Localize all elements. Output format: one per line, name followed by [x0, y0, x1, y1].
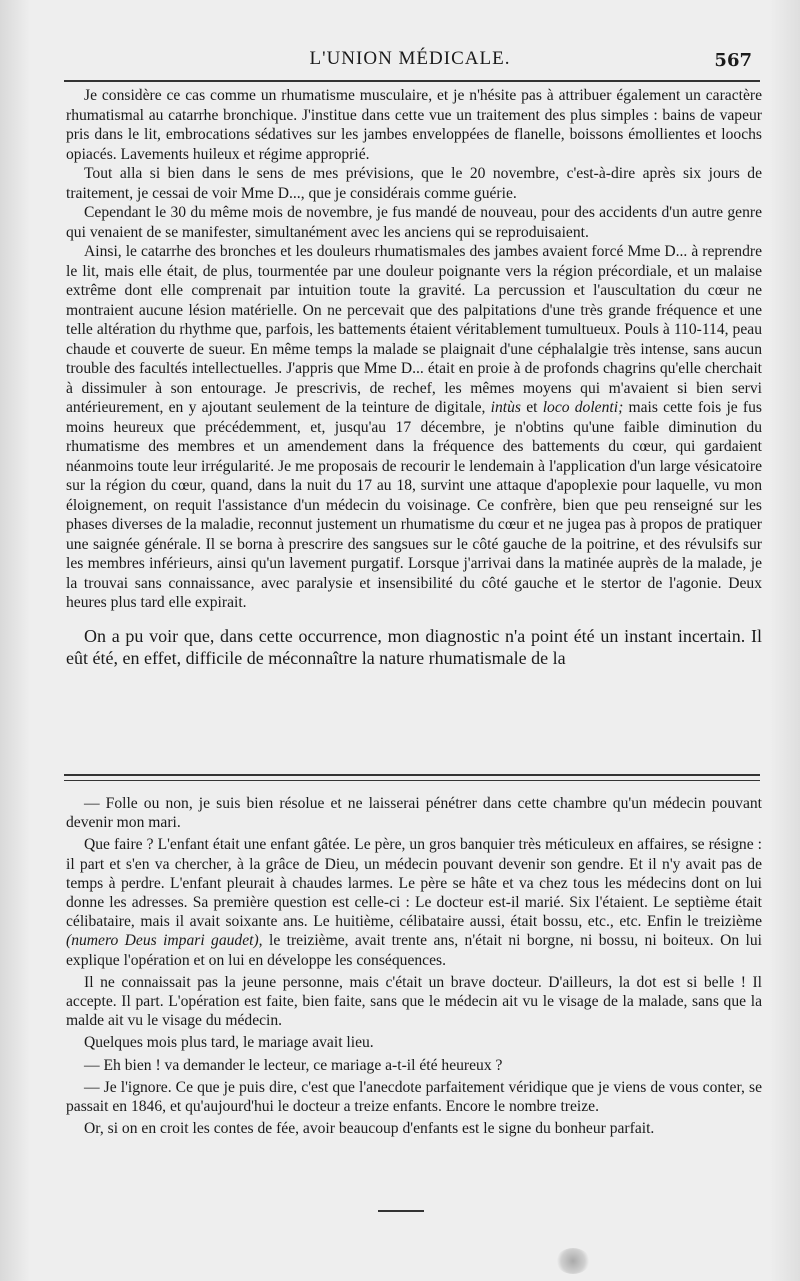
paragraph: — Je l'ignore. Ce que je puis dire, c'est que l'anecdote parfaitement véridique que je viens de vous conter, se passait en 1846, et qu'aujourd'hui le docteur a treize enfants. Encore le nombre treize.: [66, 1078, 762, 1116]
paragraph: — Folle ou non, je suis bien résolue et ne laisserai pénétrer dans cette chambre qu'un médecin pouvant devenir mon mari.: [66, 795, 762, 832]
paragraph: Il ne connaissait pas la jeune personne, mais c'était un brave docteur. D'ailleurs, la dot est si belle ! Il accepte. Il part. L'opération est faite, bien faite, sans que le médecin ait vu le visage de la malade, sans que la malde ait vu le visage du médecin.: [66, 973, 762, 1030]
feuilleton-separator: [64, 774, 760, 781]
paragraph: [66, 242, 762, 613]
header-rule: [64, 80, 760, 82]
paragraph-large: On a pu voir que, dans cette occurrence, mon diagnostic n'a point été un instant incertain. Il eût été, en effet, difficile de méconnaître la nature rhumatismale de la: [66, 625, 762, 668]
paragraph-text: mais cette fois je fus moins heureux que précédemment, et, jusqu'au 17 décembre, je n'obtins qu'une faible diminution du rhumatisme des membres et un amendement dans la fréquence des battements du cœur, qui gardaient néanmoins toute leur irrégularité. Je me proposais de recourir le lendemain à l'application d'un large vésicatoire sur la région du cœur, quand, dans la nuit du 17 au 18, survint une attaque d'apoplexie pour laquelle, vu mon éloignement, on requit l'assistance d'un médecin du voisinage. Ce confrère, bien que peu renseigné sur les phases diverses de la maladie, reconnut justement un rhumatisme du cœur et ne jugea pas à propos de pratiquer une saignée générale. Il se borna à prescrire des sangsues sur le côté gauche de la poitrine, et des révulsifs sur les membres inférieurs, ainsi qu'un lavement purgatif. Lorsque j'arrivai dans la matinée auprès de la malade, je la trouvai sans connaissance, avec paralysie et insensibilité du côté gauche et le stertor de l'agonie. Deux heures plus tard elle expirait.: [66, 399, 762, 611]
paragraph: Je considère ce cas comme un rhumatisme musculaire, et je n'hésite pas à attribuer également un caractère rhumatismal au catarrhe bronchique. J'institue dans cette vue un traitement des plus simples : bains de vapeur pris dans le lit, embrocations sédatives sur les jambes enveloppées de flanelle, boissons émollientes et loochs opiacés. Lavements huileux et régime approprié.: [66, 87, 762, 163]
paragraph: [66, 835, 762, 969]
paragraph: — Eh bien ! va demander le lecteur, ce mariage a-t-il été heureux ?: [84, 1056, 503, 1074]
latin-term: loco dolenti;: [542, 399, 624, 416]
paragraph: Or, si on en croit les contes de fée, avoir beaucoup d'enfants est le signe du bonheur parfait.: [84, 1120, 655, 1138]
paragraph-text: et: [526, 399, 538, 416]
paragraph-text: Que faire ? L'enfant était une enfant gâtée. Le père, un gros banquier très méticuleux en affaires, se résigne : il part et s'en va chercher, à la grâce de Dieu, un médecin pouvant devenir son gendre. Et il n'y avait pas de temps à perdre. L'enfant pleurait à chaudes larmes. Le père se hâte et va chez tous les médecins dont on lui donne les adresses. Sa première question est celle-ci : Le docteur est-il marié. Six l'étaient. Le septième était célibataire, mais il avait soixante ans. Le huitième, célibataire aussi, était bossu, etc., etc. Enfin le treizième: [66, 836, 762, 931]
paragraph-text: Ainsi, le catarrhe des bronches et les douleurs rhumatismales des jambes avaient forcé Mme D... à reprendre le lit, mais elle était, de plus, tourmentée par une douleur poignante vers la région précordiale, et un malaise extrême dont elle comprenait par intuition toute la gravité. La percussion et l'auscultation du cœur ne montraient aucune lésion matérielle. On ne percevait que des palpitations d'une très grande fréquence et une telle altération du rhythme que, parfois, les battements étaient véritablement tumultueux. Pouls à 110-114, peau chaude et couverte de sueur. En même temps la malade se plaignait d'une céphalalgie très intense, sans aucun trouble des facultés intellectuelles. J'appris que Mme D... était en proie à de profonds chagrins qu'elle cherchait à dissimuler à son entourage. Je prescrivis, de rechef, les mêmes moyens qui m'avaient si bien servi antérieurement, en y ajoutant seulement de la teinture de digitale,: [66, 243, 762, 416]
ink-stain: [556, 1248, 590, 1274]
end-rule: [378, 1210, 424, 1212]
paragraph: Tout alla si bien dans le sens de mes prévisions, que le 20 novembre, c'est-à-dire après six jours de traitement, je cessai de voir Mme D..., que je considérais comme guérie.: [66, 165, 762, 202]
page-number: 567: [714, 50, 752, 71]
page-header: [60, 44, 760, 74]
paragraph: Cependant le 30 du même mois de novembre, je fus mandé de nouveau, pour des accidents d'un autre genre qui venaient de se manifester, simultanément avec les anciens qui se reproduisaient.: [66, 204, 762, 241]
paragraph-text: le treizième, avait trente ans, n'était ni borgne, ni bossu, ni boiteux. On lui explique l'opération et on lui en développe les conséquences.: [66, 932, 762, 969]
latin-term: intùs: [490, 399, 521, 416]
feuilleton-body: [66, 794, 762, 1138]
article-body: [66, 86, 762, 669]
latin-phrase: (numero Deus impari gaudet),: [66, 932, 263, 950]
running-title: L'UNION MÉDICALE.: [309, 48, 511, 69]
paragraph: Quelques mois plus tard, le mariage avait lieu.: [84, 1034, 374, 1052]
